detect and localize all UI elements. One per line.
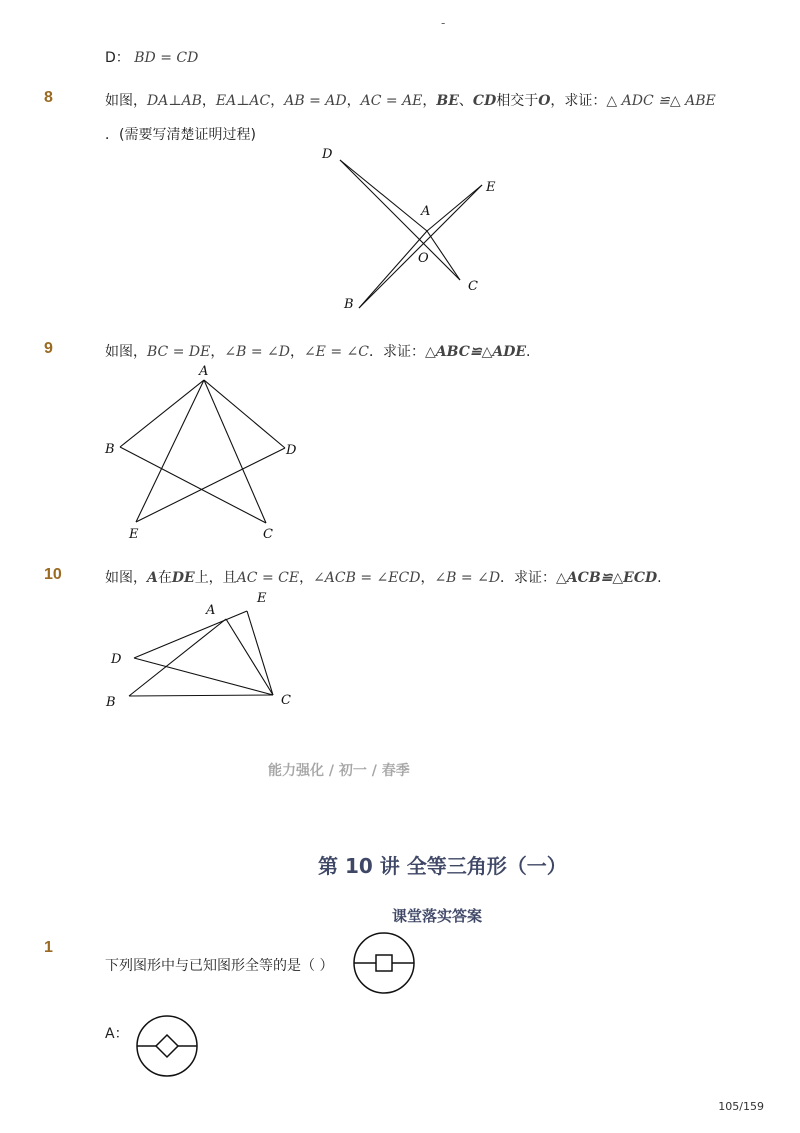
question-number-8: 8 xyxy=(44,89,53,106)
math-segment: DA⊥AB xyxy=(147,93,202,109)
math-segment: AC = AE xyxy=(360,93,423,109)
text-segment: 上，且 xyxy=(194,570,237,586)
option-math: BD = CD xyxy=(134,50,199,66)
text-segment: 在 xyxy=(157,570,172,586)
math-segment: AB = AD xyxy=(284,93,347,109)
text-segment: 如图， xyxy=(105,570,147,586)
given-figure-circle-square xyxy=(352,930,418,996)
text-segment: ，求证： xyxy=(550,93,607,109)
label-c: C xyxy=(468,279,478,294)
math-segment: A xyxy=(147,570,158,586)
math-segment: ∠B = ∠D xyxy=(434,570,501,586)
text-segment: ， xyxy=(289,344,304,360)
figure-q8 xyxy=(300,140,520,315)
text-segment: 如图， xyxy=(105,93,147,109)
label-b: B xyxy=(105,442,115,457)
label-a: A xyxy=(206,603,216,618)
math-segment: CD xyxy=(472,93,497,109)
label-a: A xyxy=(199,364,209,379)
math-segment: O xyxy=(538,93,551,109)
label-a: A xyxy=(421,204,431,219)
text-segment: . xyxy=(526,344,531,360)
math-segment: △ ADC ≌△ ABE xyxy=(606,93,716,109)
course-tag: 能力强化 / 初一 / 春季 xyxy=(268,763,410,779)
figure-q10 xyxy=(95,585,310,715)
text-segment: ， xyxy=(201,93,216,109)
text-segment: ， xyxy=(422,93,437,109)
label-c: C xyxy=(263,527,273,542)
label-b: B xyxy=(106,695,116,710)
math-segment: DE xyxy=(171,570,195,586)
question-9-text xyxy=(105,341,530,361)
text-segment: 如图， xyxy=(105,344,147,360)
math-segment: ∠E = ∠C xyxy=(303,344,369,360)
math-segment: BE xyxy=(436,93,459,109)
text-segment: ， xyxy=(346,93,361,109)
page-number: 105/159 xyxy=(718,1100,764,1113)
label-e: E xyxy=(129,527,139,542)
previous-option-d xyxy=(105,47,198,67)
text-segment: ， xyxy=(420,570,435,586)
text-segment: ．求证： xyxy=(368,344,425,360)
label-e: E xyxy=(257,591,267,606)
header-mark: - xyxy=(441,16,446,30)
math-segment: AC = CE xyxy=(236,570,300,586)
math-segment: EA⊥AC xyxy=(215,93,271,109)
math-segment: △ACB≌△ECD xyxy=(556,570,658,586)
text-segment: ．求证： xyxy=(500,570,557,586)
text-segment: ， xyxy=(210,344,225,360)
math-segment: ∠B = ∠D xyxy=(224,344,290,360)
text-segment: ， xyxy=(299,570,314,586)
math-segment: △ABC≌△ADE xyxy=(424,344,527,360)
question-1-text: 下列图形中与已知图形全等的是（ ） xyxy=(105,958,334,974)
question-8-note: ．(需要写清楚证明过程) xyxy=(105,127,256,143)
label-o: O xyxy=(418,251,429,266)
label-c: C xyxy=(281,693,291,708)
option-a-label: A： xyxy=(105,1026,129,1042)
math-segment: ∠ACB = ∠ECD xyxy=(313,570,421,586)
label-d: D xyxy=(286,443,297,458)
text-segment: ， xyxy=(270,93,285,109)
math-segment: BC = DE xyxy=(147,344,211,360)
text-segment: . xyxy=(657,570,662,586)
figure-q9 xyxy=(95,360,315,545)
lecture-title: 第 10 讲 全等三角形（一） xyxy=(318,854,567,878)
section-title: 课堂落实答案 xyxy=(392,907,483,925)
question-8-text xyxy=(105,90,716,110)
question-number-1: 1 xyxy=(44,939,53,956)
label-b: B xyxy=(344,297,354,312)
question-number-10: 10 xyxy=(44,566,62,583)
label-d: D xyxy=(111,652,122,667)
question-10-text xyxy=(105,567,662,587)
text-segment: 、 xyxy=(458,93,473,109)
question-number-9: 9 xyxy=(44,340,53,357)
text-segment: 相交于 xyxy=(496,93,539,109)
label-e: E xyxy=(486,180,496,195)
option-label: D： xyxy=(105,50,130,66)
label-d: D xyxy=(322,147,333,162)
option-a-figure-circle-diamond xyxy=(134,1013,200,1079)
